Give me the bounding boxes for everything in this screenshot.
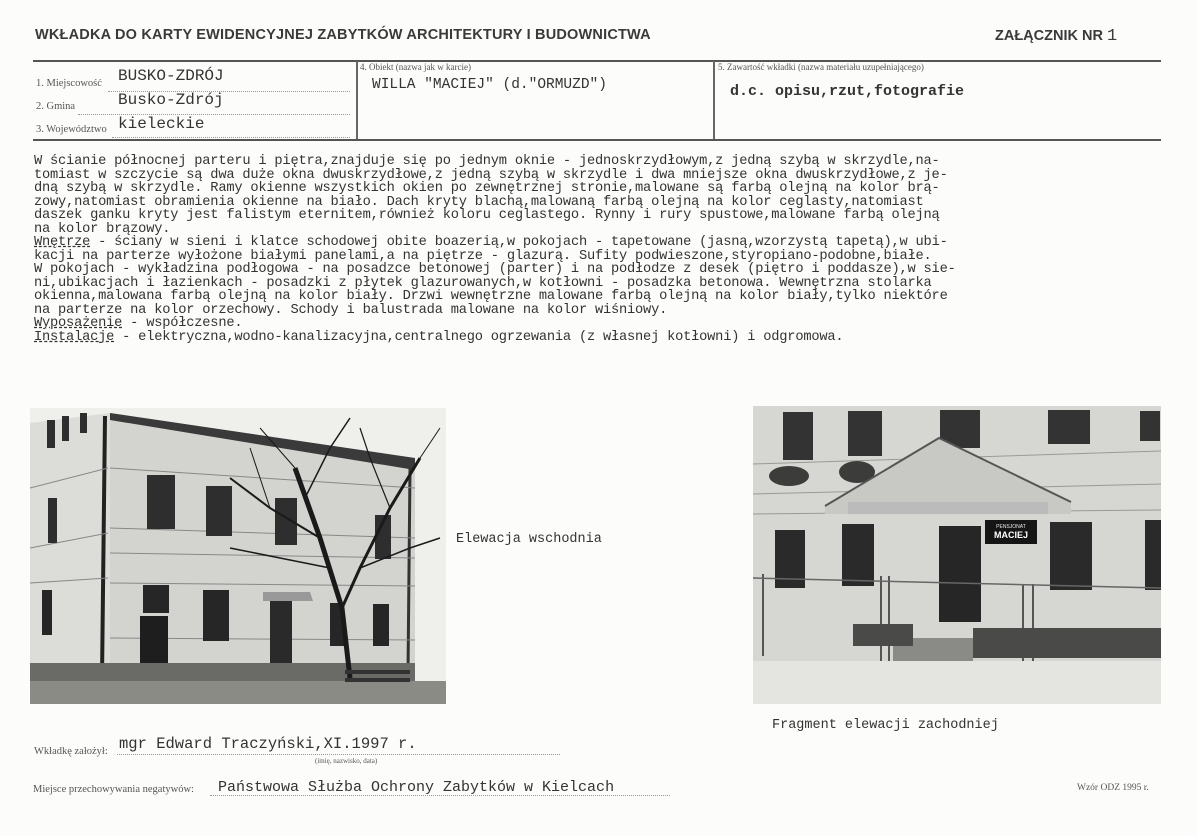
building-photo-icon — [30, 408, 446, 704]
annex-label — [995, 27, 1117, 46]
description-line: dną szybą w skrzydle. Ramy okienne wszystkich okien po zewnętrznej stronie,malowane są farbą olejną na kolor brą- — [34, 181, 940, 196]
form-divider-1 — [356, 61, 358, 139]
interior-line: okienna,malowana farbą olejną na kolor biały. Drzwi wewnętrzne malowane farbą olejną na kolor biały,tylko niektóre — [34, 289, 948, 304]
annex-number: 1 — [1106, 27, 1118, 46]
description-line: zowy,natomiast obramienia okienne na biało. Dach kryty blachą,malowaną farbą olejną na kolor ceglasty,natomiast — [34, 194, 924, 210]
storage-label: Miejsce przechowywania negatywów: — [33, 784, 194, 795]
caption-west-elevation: Fragment elewacji zachodniej — [772, 718, 999, 733]
annex-label-text: ZAŁĄCZNIK NR — [995, 28, 1103, 44]
form-top-border — [33, 60, 1161, 62]
field-label-locality: 1. Miejscowość — [36, 78, 102, 89]
dotted-line — [210, 795, 670, 796]
caption-east-elevation: Elewacja wschodnia — [456, 532, 602, 547]
photo-east-elevation — [30, 408, 446, 704]
field-label-commune: 2. Gmina — [36, 101, 76, 112]
interior-line: kacji na parterze wyłożone białymi panelami,a na piętrze - glazurą. Sufity podwieszone,styropiano-podobne,białe. — [34, 248, 932, 264]
field-label-voivodeship: 3. Województwo — [36, 124, 107, 135]
author-hint: (imię, nazwisko, data) — [315, 757, 378, 765]
interior-line: W pokojach - wykładzina podłogowa - na posadzce betonowej (parter) i na podłodze z desek (piętro i poddasze),w sie- — [34, 262, 956, 277]
description-line: W ścianie północnej parteru i piętra,znajduje się po jednym oknie - jednoskrzydłowym,z jedną szybą w skrzydle,na- — [34, 154, 940, 169]
contents-value: d.c. opisu,rzut,fotografie — [730, 83, 965, 100]
interior-line: na parterze na kolor orzechowy. Schody i balustrada malowane na kolor wiśniowy. — [34, 302, 668, 318]
storage-value: Państwowa Służba Ochrony Zabytków w Kielcach — [218, 779, 615, 796]
interior-line: ni,ubikacjach i łazienkach - posadzki z płytek glazurowanych,w kotłowni - posadzka betonowa. Wewnętrzna stolarka — [34, 275, 932, 291]
photo-west-elevation-fragment — [753, 406, 1161, 704]
interior-line — [34, 236, 1184, 250]
description-line: tomiast w szczycie są dwa duże okna dwuskrzydłowe,z jedną szybą w skrzydle i dwa mniejsze okna dwuskrzydłowe,z je- — [34, 167, 948, 183]
contents-label-text: 5. Zawartość wkładki — [718, 62, 796, 72]
template-note: Wzór ODZ 1995 r. — [1077, 783, 1149, 793]
object-label — [360, 62, 471, 72]
description-line: daszek ganku kryty jest falistym eternitem,również koloru ceglastego. Rynny i rury spustowe,malowane farbą olejną — [34, 208, 940, 223]
description-line: na kolor brązowy. — [34, 221, 171, 237]
installations-text: - elektryczna,wodno-kanalizacyjna,centralnego ogrzewania (z własnej kotłowni) i odgromowa. — [114, 329, 844, 345]
object-label-hint: (nazwa jak w karcie) — [395, 62, 471, 72]
author-value: mgr Edward Traczyński,XI.1997 r. — [119, 735, 417, 753]
field-value-voivodeship: kieleckie — [118, 115, 205, 133]
dotted-line — [112, 137, 350, 138]
equipment-heading: Wyposażenie — [34, 316, 123, 331]
sign-text-1: PENSJONAT — [996, 524, 1026, 530]
dotted-line — [117, 754, 560, 755]
building-entrance-photo-icon — [753, 406, 1161, 704]
installations-line — [34, 331, 1184, 345]
author-label: Wkładkę założył: — [34, 746, 108, 757]
description-text — [34, 155, 1184, 344]
interior-text: - ściany w sieni i klatce schodowej obite boazerią,w pokojach - tapetowane (jasną,wzorzystą tapetą),w ubi- — [90, 235, 948, 250]
object-label-text: 4. Obiekt — [360, 62, 394, 72]
object-value: WILLA "MACIEJ" (d."ORMUZD") — [372, 77, 607, 93]
sign-text-2: MACIEJ — [993, 530, 1029, 540]
form-divider-2 — [713, 61, 715, 139]
equipment-text: - współczesne. — [122, 316, 243, 331]
installations-heading: Instalacje — [34, 329, 115, 345]
contents-label-hint: (nazwa materiału uzupełniającego) — [797, 62, 924, 72]
interior-heading: Wnętrze — [34, 235, 91, 250]
field-value-commune: Busko-Zdrój — [118, 91, 224, 109]
equipment-line — [34, 317, 1184, 331]
document-title: WKŁADKA DO KARTY EWIDENCYJNEJ ZABYTKÓW ARCHITEKTURY I BUDOWNICTWA — [35, 27, 651, 43]
form-bottom-border — [33, 139, 1161, 141]
field-value-locality: BUSKO-ZDRÓJ — [118, 67, 224, 85]
contents-label — [718, 62, 924, 72]
